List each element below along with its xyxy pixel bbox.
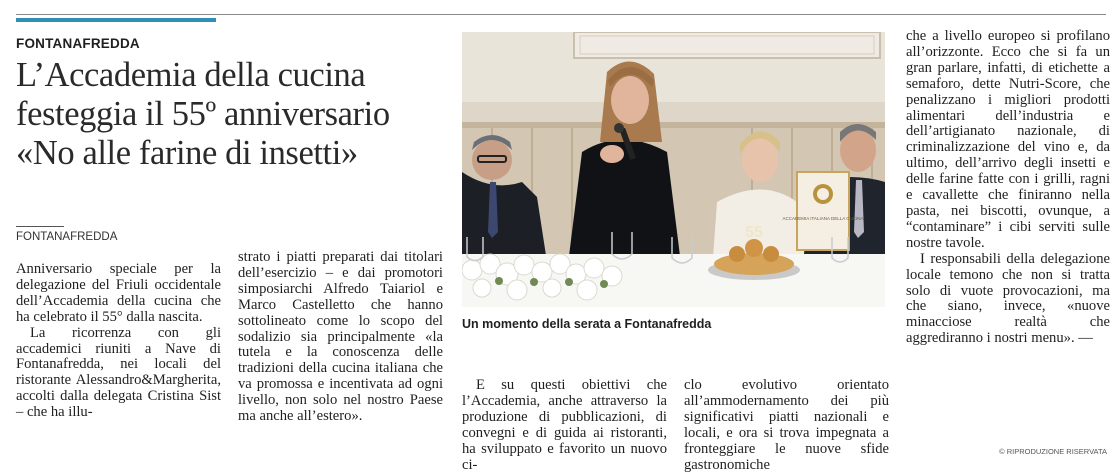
- paragraph: Anniversario speciale per la delegazione del Friuli occidentale dell’Accademia della cucina che ha celebrato il 55° dalla nascita.: [16, 261, 221, 325]
- section-accent-bar: [16, 18, 216, 22]
- dateline: FONTANAFREDDA: [16, 231, 118, 243]
- section-kicker: FONTANAFREDDA: [16, 36, 140, 51]
- paragraph: che a livello europeo si profilano all’orizzonte. Ecco che si fa un gran parlare, infatti, di etichette a semaforo, dette Nutri-Score, che penalizzano i migliori prodotti alimentari dell’industria e dell’artigianato nazionale, di criminalizzazione del vino e, da ultimo, dell’arrivo degli insetti e delle farine fatte con i grilli, ragni e cavallette che finiranno nella pasta, nei biscotti, ovunque, a “contaminare” i cibi serviti sulle nostre tavole.: [906, 28, 1110, 251]
- headline-line-3: «No alle farine di insetti»: [16, 134, 358, 172]
- photo-caption: Un momento della serata a Fontanafredda: [462, 317, 712, 331]
- article-headline: [16, 56, 456, 173]
- paragraph: I responsabili della delegazione locale temono che non si tratta solo di vuote provocazioni, ma che siano, invece, «nuove minacciose realtà che aggrediranno i nostri menu». —: [906, 250, 1110, 347]
- article-column-2: [238, 250, 443, 425]
- article-photo: [462, 32, 885, 307]
- candle-numbers: 55: [745, 224, 763, 241]
- article-column-4: [684, 378, 889, 473]
- paragraph: clo evolutivo orientato all’ammodernamento dei più significativi piatti nazionali e locali, e ora si trova impegnata a fronteggiare le nuove sfide gastronomiche: [684, 377, 889, 473]
- top-rule: [16, 14, 1106, 15]
- paragraph: La ricorrenza con gli accademici riuniti a Nave di Fontanafredda, nei locali del ristorante Alessandro&Margherita, accolti dalla delegata Cristina Sist – che ha illu-: [16, 324, 221, 421]
- paragraph: strato i piatti preparati dai titolari dell’esercizio – e dai promotori simposiarchi Alfredo Taiariol e Marco Castelletto che hanno sottolineato come lo scopo del sodalizio sia principalmente «la tutela e la conoscenza delle tradizioni della cucina italiana che va promossa e incentivata ad ogni livello, non solo nel nostro Paese ma anche all’estero».: [238, 249, 443, 425]
- article-column-5: [906, 29, 1110, 347]
- article-column-3: [462, 378, 667, 473]
- article-column-1: [16, 262, 221, 421]
- dateline-rule: [16, 226, 64, 227]
- copyright-notice: © RIPRODUZIONE RISERVATA: [999, 447, 1107, 456]
- banner-text: ACCADEMIA ITALIANA DELLA CUCINA: [782, 216, 864, 221]
- paragraph: E su questi obiettivi che l’Accademia, anche attraverso la produzione di pubblicazioni, di convegni e di guida ai ristoranti, ha sviluppato e favorito un nuovo ci-: [462, 377, 667, 473]
- headline-line-2: festeggia il 55º anniversario: [16, 95, 390, 133]
- headline-line-1: L’Accademia della cucina: [16, 56, 366, 94]
